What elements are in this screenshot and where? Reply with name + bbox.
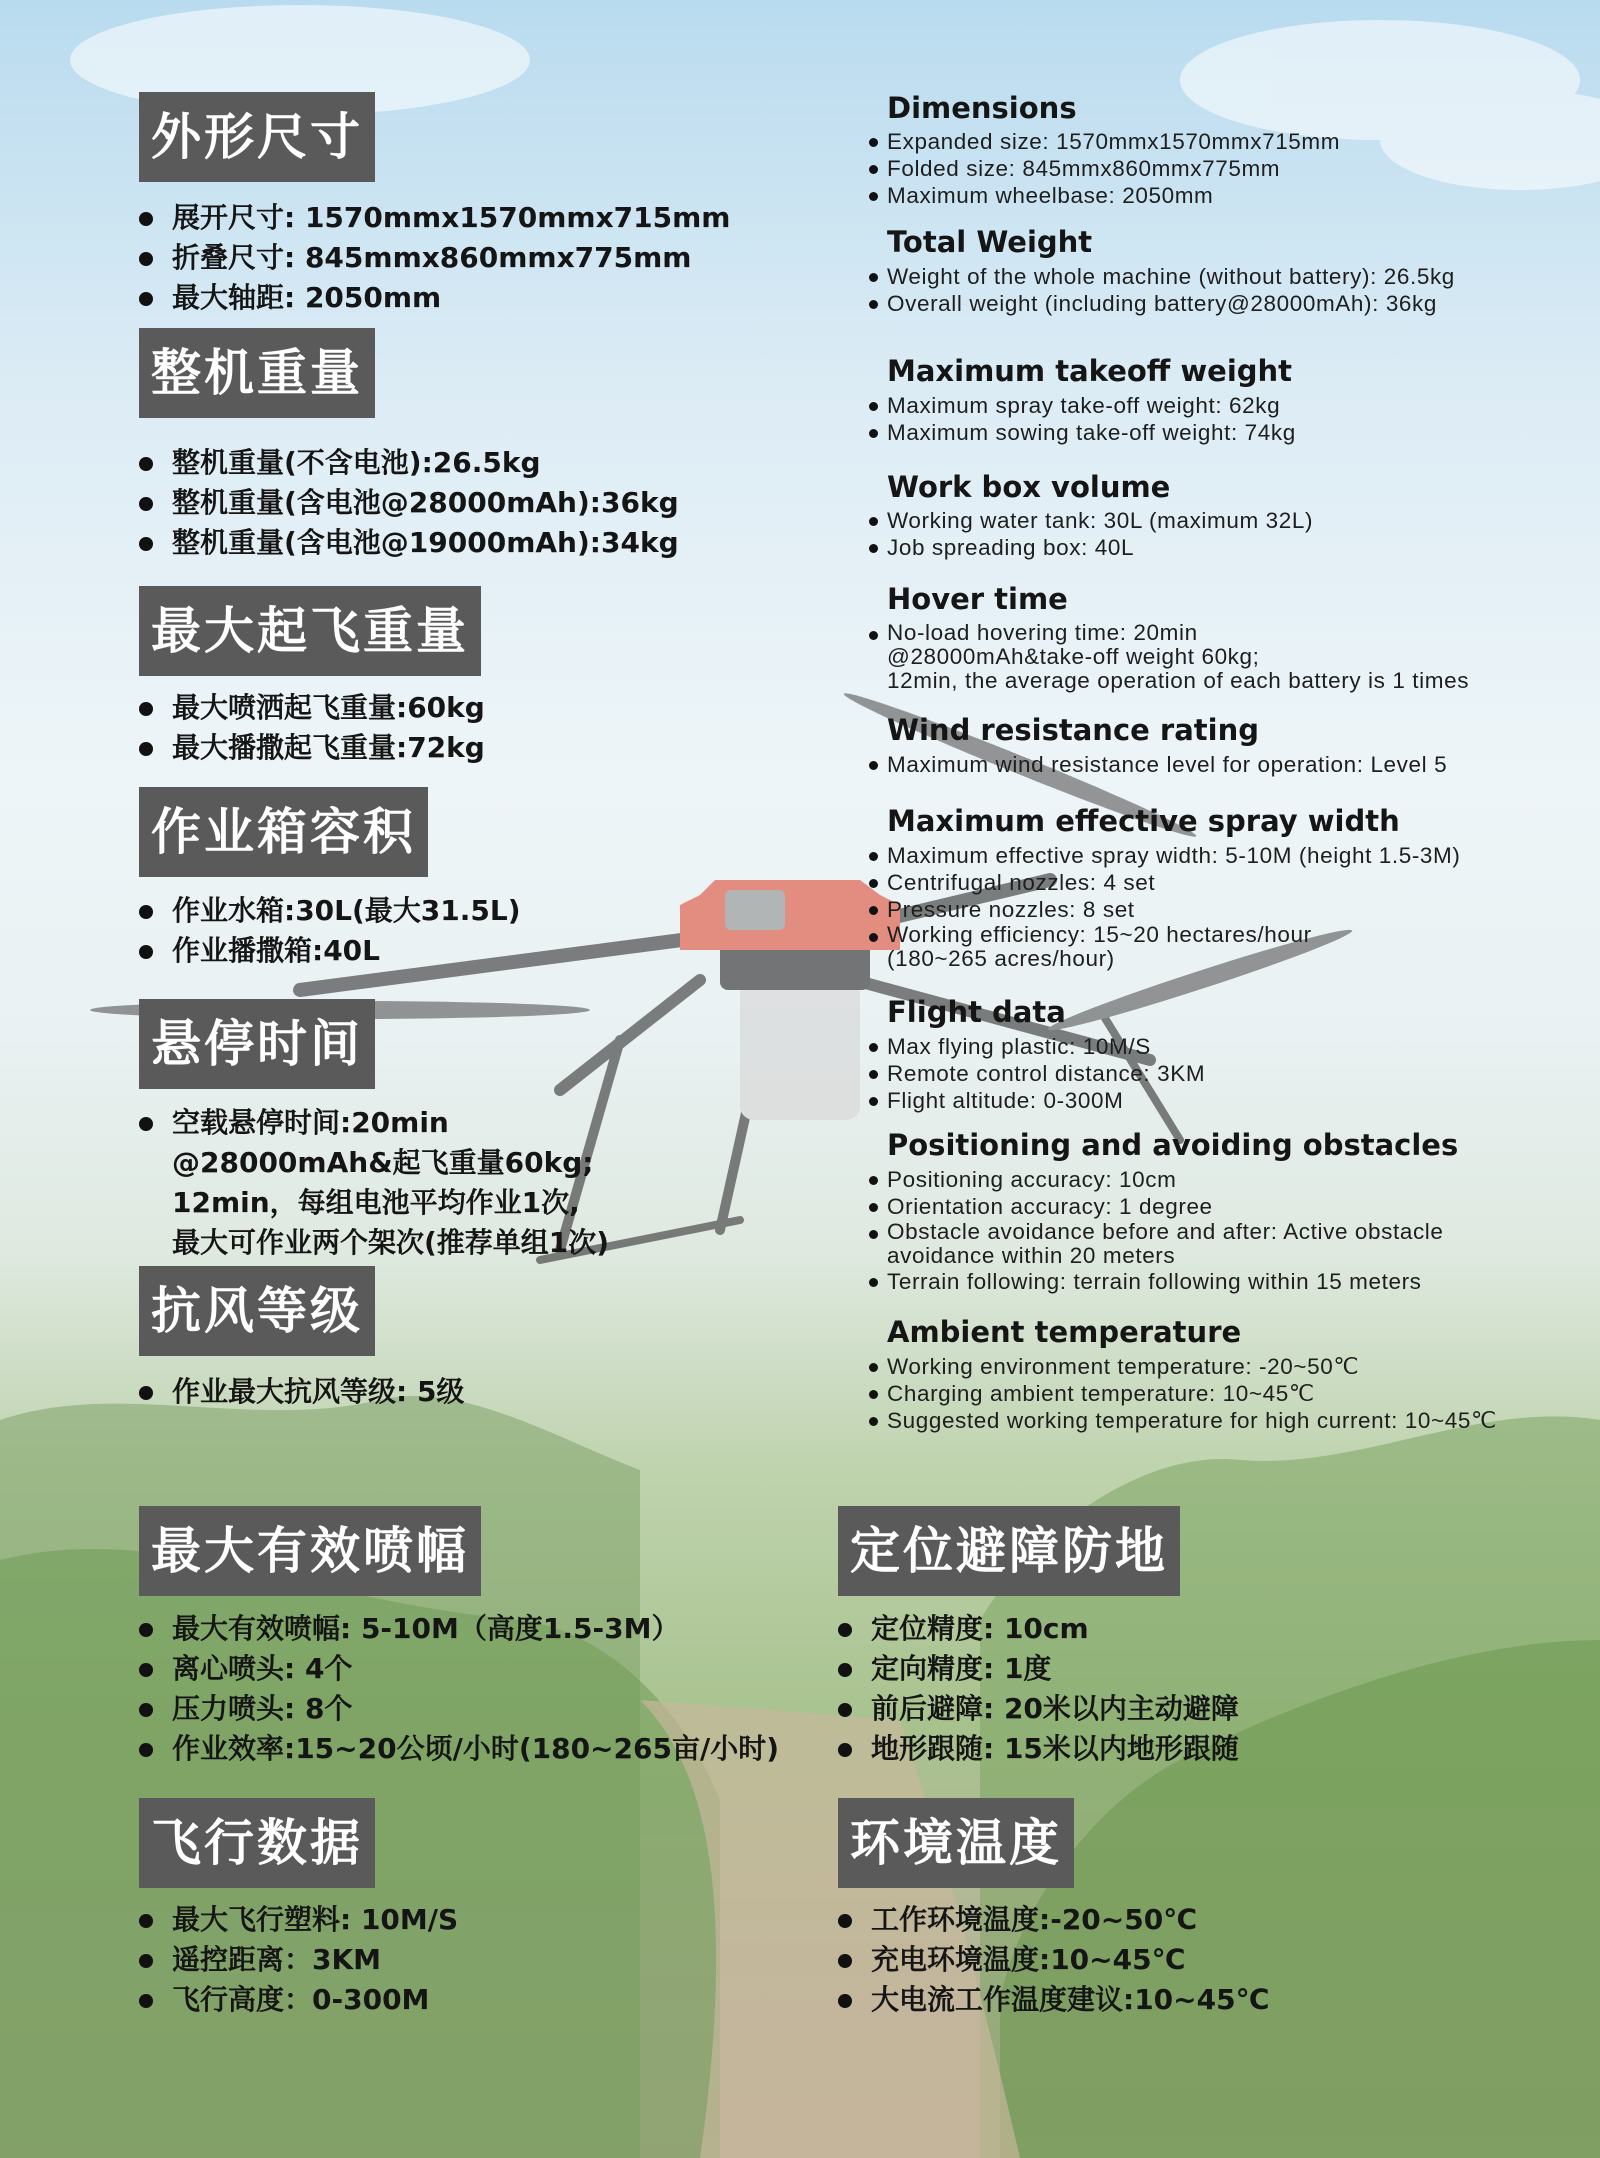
list-item: 作业水箱:30L(最大31.5L)	[139, 891, 521, 931]
list-item: 飞行高度：0-300M	[139, 1980, 458, 2020]
line: No-load hovering time: 20min	[887, 620, 1198, 645]
line: avoidance within 20 meters	[887, 1243, 1176, 1268]
list-item: 定位精度: 10cm	[838, 1609, 1239, 1649]
list-item	[867, 621, 1469, 693]
list-item: 整机重量(含电池@19000mAh):34kg	[139, 523, 679, 563]
list-item: Job spreading box: 40L	[867, 534, 1313, 561]
list-item: Overall weight (including battery@28000mAh): 36kg	[867, 290, 1455, 317]
list-item: 最大喷洒起飞重量:60kg	[139, 688, 485, 728]
zh-takeoff-header: 最大起飞重量	[139, 586, 481, 676]
zh-wind-header: 抗风等级	[139, 1266, 375, 1356]
list-item: Suggested working temperature for high current: 10~45℃	[867, 1407, 1497, 1434]
en-positioning-list	[867, 1166, 1444, 1295]
en-box-title: Work box volume	[887, 470, 1171, 504]
en-takeoff-list	[867, 392, 1296, 446]
list-item: Pressure nozzles: 8 set	[867, 896, 1461, 923]
line: 12min, the average operation of each battery is 1 times	[887, 668, 1470, 693]
list-item: 大电流工作温度建议:10~45℃	[838, 1980, 1270, 2020]
list-item: Folded size: 845mmx860mmx775mm	[867, 155, 1340, 182]
list-item: Remote control distance: 3KM	[867, 1060, 1205, 1087]
en-temperature-list	[867, 1353, 1497, 1434]
zh-dimensions-header: 外形尺寸	[139, 92, 375, 182]
en-weight-list	[867, 263, 1455, 317]
zh-weight-header: 整机重量	[139, 328, 375, 418]
zh-hover-list	[139, 1103, 609, 1263]
list-item: Working environment temperature: -20~50℃	[867, 1353, 1497, 1380]
list-item: 工作环境温度:-20~50℃	[838, 1900, 1270, 1940]
en-flight-title: Flight data	[887, 995, 1066, 1029]
en-dimensions-list	[867, 128, 1340, 209]
en-wind-title: Wind resistance rating	[887, 713, 1259, 747]
list-item: 整机重量(含电池@28000mAh):36kg	[139, 483, 679, 523]
zh-dimensions-list	[139, 198, 730, 318]
list-item: Positioning accuracy: 10cm	[867, 1166, 1444, 1193]
list-item	[867, 923, 1461, 971]
zh-takeoff-list	[139, 688, 485, 768]
list-item: Maximum wind resistance level for operation: Level 5	[867, 751, 1447, 778]
list-item: Maximum wheelbase: 2050mm	[867, 182, 1340, 209]
en-dimensions-title: Dimensions	[887, 91, 1077, 125]
line: @28000mAh&take-off weight 60kg;	[887, 644, 1260, 669]
en-temperature-title: Ambient temperature	[887, 1315, 1242, 1349]
zh-box-header: 作业箱容积	[139, 787, 428, 877]
list-item: 展开尺寸: 1570mmx1570mmx715mm	[139, 198, 730, 238]
list-item: 压力喷头: 8个	[139, 1689, 779, 1729]
list-item: Maximum effective spray width: 5-10M (height 1.5-3M)	[867, 842, 1461, 869]
en-hover-title: Hover time	[887, 582, 1068, 616]
list-item: Centrifugal nozzles: 4 set	[867, 869, 1461, 896]
line: 最大可作业两个架次(推荐单组1次)	[172, 1226, 610, 1259]
zh-box-list	[139, 891, 521, 971]
list-item: 最大播撒起飞重量:72kg	[139, 728, 485, 768]
list-item: 最大轴距: 2050mm	[139, 278, 730, 318]
list-item	[867, 1220, 1444, 1268]
zh-wind-list	[139, 1372, 464, 1412]
en-spray-title: Maximum effective spray width	[887, 804, 1400, 838]
list-item: 折叠尺寸: 845mmx860mmx775mm	[139, 238, 730, 278]
list-item: Expanded size: 1570mmx1570mmx715mm	[867, 128, 1340, 155]
line: Working efficiency: 15~20 hectares/hour	[887, 922, 1312, 947]
list-item: 作业最大抗风等级: 5级	[139, 1372, 464, 1412]
list-item: Maximum sowing take-off weight: 74kg	[867, 419, 1296, 446]
line: (180~265 acres/hour)	[887, 946, 1115, 971]
list-item: Charging ambient temperature: 10~45℃	[867, 1380, 1497, 1407]
zh-positioning-header: 定位避障防地	[838, 1506, 1180, 1596]
zh-flight-list	[139, 1900, 458, 2020]
en-box-list	[867, 507, 1313, 561]
zh-weight-list	[139, 443, 679, 563]
list-item: 作业效率:15~20公顷/小时(180~265亩/小时)	[139, 1729, 779, 1769]
list-item: 充电环境温度:10~45℃	[838, 1940, 1270, 1980]
zh-flight-header: 飞行数据	[139, 1798, 375, 1888]
zh-temperature-list	[838, 1900, 1270, 2020]
list-item: 作业播撒箱:40L	[139, 931, 521, 971]
list-item: 定向精度: 1度	[838, 1649, 1239, 1689]
en-weight-title: Total Weight	[887, 225, 1093, 259]
zh-spray-header: 最大有效喷幅	[139, 1506, 481, 1596]
zh-hover-header: 悬停时间	[139, 999, 375, 1089]
list-item: 最大飞行塑料: 10M/S	[139, 1900, 458, 1940]
list-item: Orientation accuracy: 1 degree	[867, 1193, 1444, 1220]
list-item: Working water tank: 30L (maximum 32L)	[867, 507, 1313, 534]
line: 空载悬停时间:20min	[172, 1106, 449, 1139]
en-positioning-title: Positioning and avoiding obstacles	[887, 1128, 1459, 1162]
list-item	[139, 1103, 609, 1263]
list-item: 前后避障: 20米以内主动避障	[838, 1689, 1239, 1729]
line: 12min，每组电池平均作业1次,	[172, 1186, 580, 1219]
line: Obstacle avoidance before and after: Active obstacle	[887, 1219, 1444, 1244]
zh-spray-list	[139, 1609, 779, 1769]
en-wind-list	[867, 751, 1447, 778]
zh-temperature-header: 环境温度	[838, 1798, 1074, 1888]
list-item: Terrain following: terrain following within 15 meters	[867, 1268, 1444, 1295]
zh-positioning-list	[838, 1609, 1239, 1769]
line: @28000mAh&起飞重量60kg;	[172, 1146, 594, 1179]
list-item: Weight of the whole machine (without battery): 26.5kg	[867, 263, 1455, 290]
list-item: 最大有效喷幅: 5-10M（高度1.5-3M）	[139, 1609, 779, 1649]
list-item: 地形跟随: 15米以内地形跟随	[838, 1729, 1239, 1769]
list-item: 离心喷头: 4个	[139, 1649, 779, 1689]
list-item: 遥控距离：3KM	[139, 1940, 458, 1980]
list-item: 整机重量(不含电池):26.5kg	[139, 443, 679, 483]
en-spray-list	[867, 842, 1461, 971]
en-takeoff-title: Maximum takeoff weight	[887, 354, 1293, 388]
en-hover-list	[867, 621, 1469, 693]
list-item: Max flying plastic: 10M/S	[867, 1033, 1205, 1060]
en-flight-list	[867, 1033, 1205, 1114]
list-item: Maximum spray take-off weight: 62kg	[867, 392, 1296, 419]
list-item: Flight altitude: 0-300M	[867, 1087, 1205, 1114]
